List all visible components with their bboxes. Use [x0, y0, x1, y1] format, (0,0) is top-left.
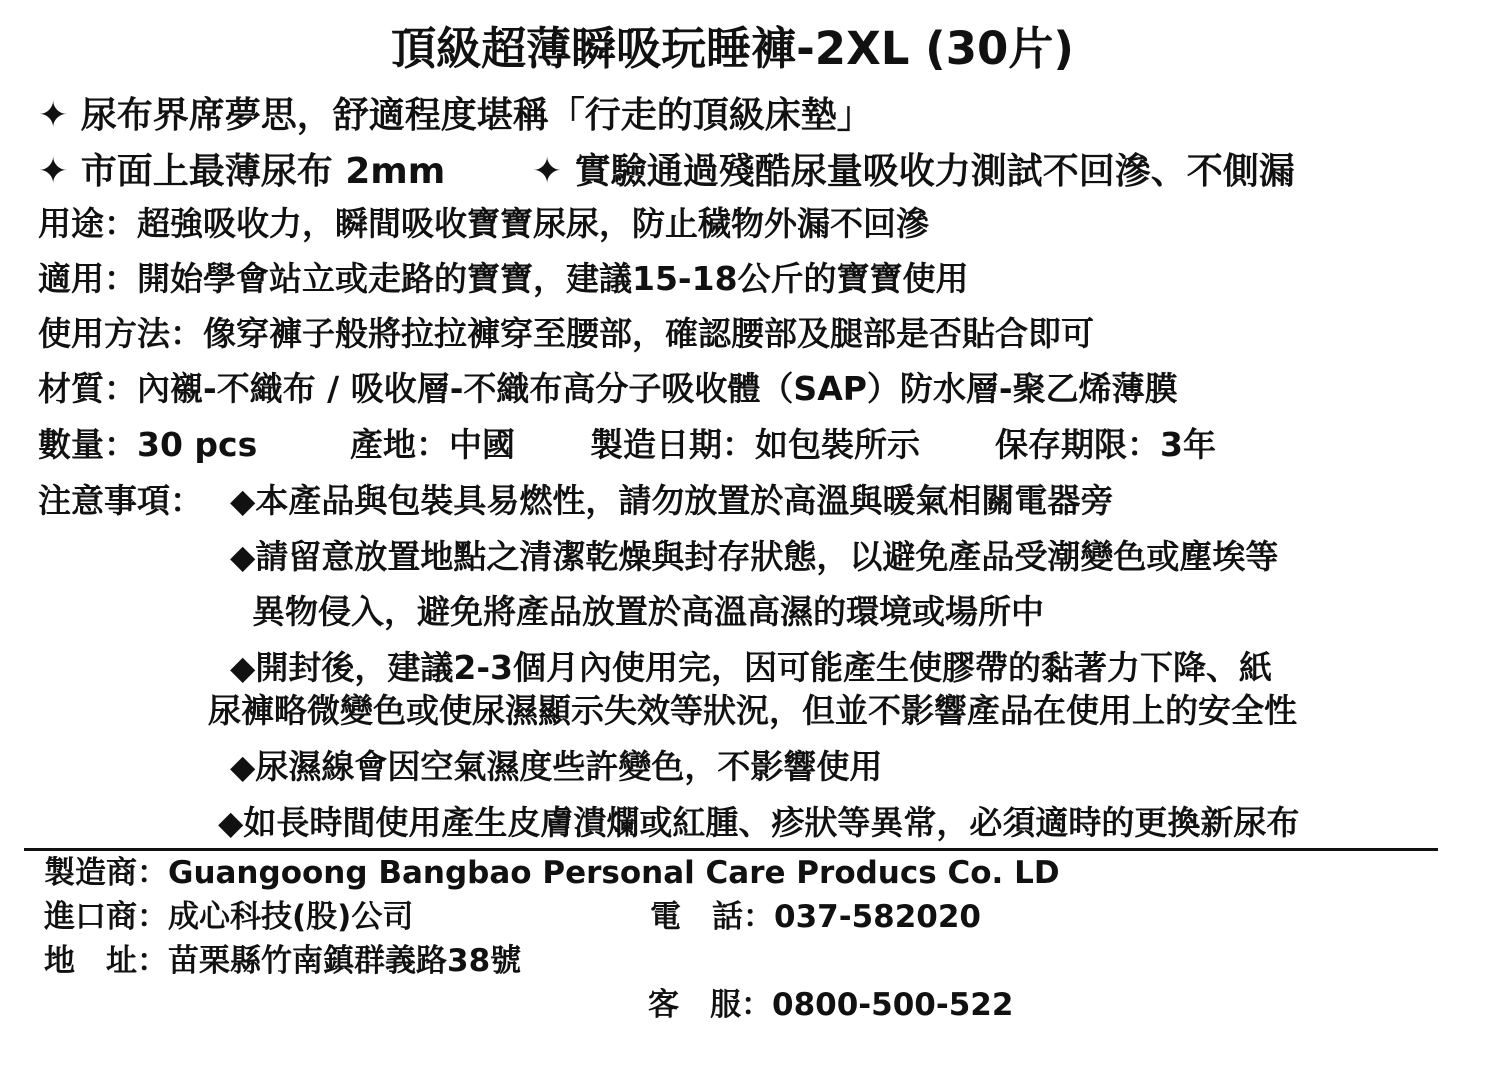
highlight-line-thinnest: ✦ 市面上最薄尿布 2mm: [38, 151, 446, 192]
spec-material: 材質：內襯-不織布 / 吸收層-不織布高分子吸收體（SAP）防水層-聚乙烯薄膜: [38, 369, 1178, 408]
highlight-line-absorbency-test: ✦ 實驗通過殘酷尿量吸收力測試不回滲、不側漏: [532, 151, 1295, 192]
note-after-opening-line1: ◆開封後，建議2-3個月內使用完，因可能產生使膠帶的黏著力下降、紙: [230, 648, 1272, 687]
spec-suitable: 適用：開始學會站立或走路的寶寶，建議15-18公斤的寶寶使用: [38, 259, 969, 298]
footer-phone: 電 話：037-582020: [650, 899, 981, 935]
footer-divider: [24, 848, 1438, 851]
notes-heading: 注意事項：: [38, 481, 203, 520]
spec-method: 使用方法：像穿褲子般將拉拉褲穿至腰部，確認腰部及腿部是否貼合即可: [38, 314, 1094, 353]
footer-address: 地 址：苗栗縣竹南鎮群義路38號: [44, 943, 522, 979]
product-title: 頂級超薄瞬吸玩睡褲-2XL (30片): [391, 22, 1074, 75]
footer-customer-service: 客 服：0800-500-522: [648, 987, 1014, 1023]
spec-origin: 產地：中國: [350, 425, 515, 464]
note-after-opening-line2: 尿褲略微變色或使尿濕顯示失效等狀況，但並不影響產品在使用上的安全性: [208, 691, 1297, 730]
note-storage-line2: 異物侵入，避免將產品放置於高溫高濕的環境或場所中: [252, 592, 1044, 631]
highlight-line-mattress: ✦ 尿布界席夢思，舒適程度堪稱「行走的頂級床墊」: [38, 95, 873, 136]
note-wetness-indicator: ◆尿濕線會因空氣濕度些許變色，不影響使用: [230, 747, 883, 786]
spec-usage: 用途：超強吸收力，瞬間吸收寶寶尿尿，防止穢物外漏不回滲: [38, 204, 929, 243]
note-flammable: ◆本產品與包裝具易燃性，請勿放置於高溫與暖氣相關電器旁: [230, 481, 1114, 520]
spec-mfg-date: 製造日期：如包裝所示: [590, 425, 920, 464]
footer-importer: 進口商：成心科技(股)公司: [44, 899, 414, 935]
spec-shelf-life: 保存期限：3年: [995, 425, 1216, 464]
note-storage-line1: ◆請留意放置地點之清潔乾燥與封存狀態，以避免產品受潮變色或塵埃等: [230, 537, 1279, 576]
spec-quantity: 數量：30 pcs: [38, 425, 258, 464]
footer-manufacturer: 製造商：Guangoong Bangbao Personal Care Producs Co. LD: [44, 855, 1060, 891]
note-skin-irritation: ◆如長時間使用產生皮膚潰爛或紅腫、疹狀等異常，必須適時的更換新尿布: [218, 803, 1300, 842]
